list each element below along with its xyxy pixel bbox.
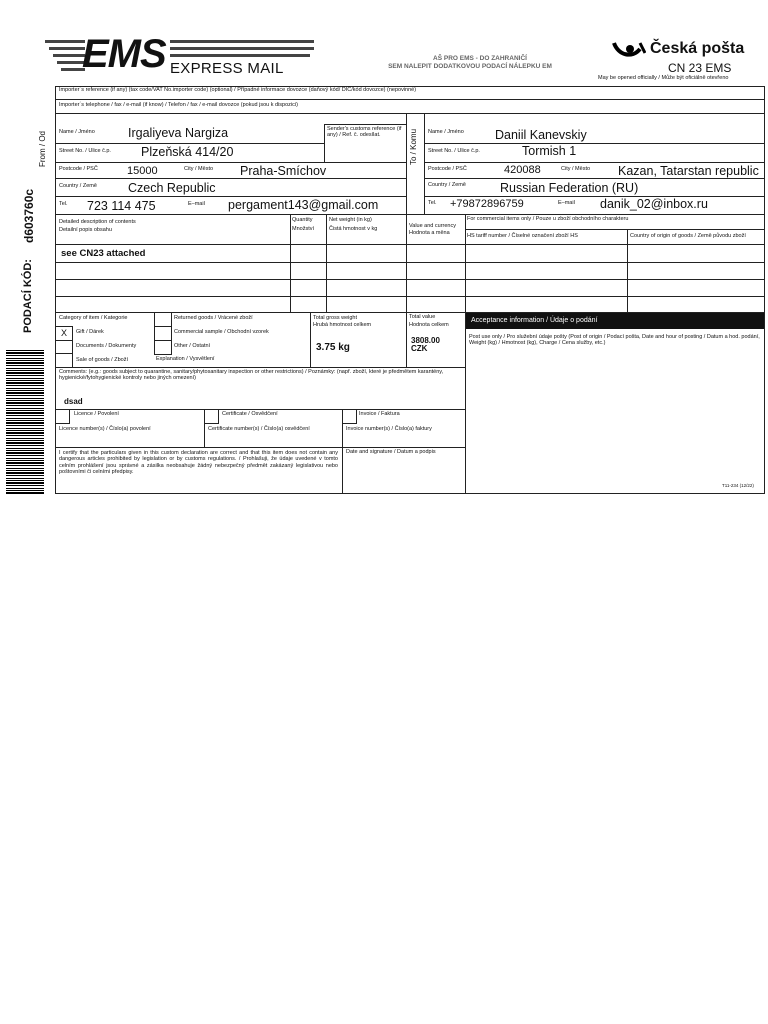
sender-country[interactable]: Czech Republic (128, 181, 216, 195)
sender-tel[interactable]: 723 114 475 (87, 199, 156, 213)
hs-tariff-label: HS tariff number / Číselné označení zboží HS (467, 233, 578, 239)
sender-city-label: City / Město (184, 166, 214, 172)
checkbox-licence[interactable] (55, 409, 70, 424)
importer-phone-label: Importer´s telephone / fax / e-mail (if know) / Telefon / fax / e-mail dovozce (pokud jsou k dispozici) (59, 102, 298, 108)
checkbox-other[interactable] (154, 340, 172, 355)
checkbox-sale[interactable] (55, 353, 73, 368)
barcode (6, 350, 44, 495)
recipient-email[interactable]: danik_02@inbox.ru (600, 197, 708, 211)
invoice-number-label: Invoice number(s) / Číslo(a) faktury (346, 426, 432, 432)
licence-label: Licence / Povolení (74, 411, 119, 417)
express-mail-text: EXPRESS MAIL (170, 60, 284, 77)
checkbox-commercial-sample[interactable] (154, 326, 172, 341)
comments-value[interactable]: dsad (64, 397, 83, 406)
certificate-number-label: Certificate number(s) / Číslo(a) osvědčení (208, 426, 310, 432)
date-signature-label: Date and signature / Datum a podpis (346, 449, 436, 455)
sender-customs-ref-label: Sender's customs reference (if any) / Ref. č. odesílat. (327, 126, 402, 139)
sale-label: Sale of goods / Zboží (76, 357, 128, 363)
brand-name: Česká pošta (650, 40, 745, 57)
sender-email[interactable]: pergament143@gmail.com (228, 198, 379, 212)
sender-postcode-label: Postcode / PSČ (59, 166, 98, 172)
posthorn-icon (612, 41, 646, 61)
checkbox-returned[interactable] (154, 312, 172, 327)
recipient-country[interactable]: Russian Federation (RU) (500, 181, 639, 195)
declaration-text: I certify that the particulars given in this custom declaration are correct and that this item does not contain any dangerous articles prohibited by legislation or by customs regulations. / Prohlašuji, že údaje uvedené v tomto celním prohlášení jsou správné a zásilka neobsahuje žádný nebezpečný předmět zakázaný legislativou nebo poštovními či celními předpisy. (59, 450, 338, 475)
to-label: To / Komu (409, 128, 418, 165)
total-gross-label: Total gross weight Hrubá hmotnost celkem (313, 315, 372, 329)
recipient-postcode-label: Postcode / PSČ (428, 166, 467, 172)
recipient-postcode[interactable]: 420088 (504, 164, 541, 176)
sender-name-label: Name / Jméno (59, 129, 95, 135)
recipient-street[interactable]: Tormish 1 (522, 144, 577, 158)
sender-tel-label: Tel. (59, 201, 68, 207)
licence-number-label: Licence number(s) / Číslo(a) povolení (59, 426, 151, 432)
country-origin-label: Country of origin of goods / Země původu zboží (630, 233, 746, 239)
checkbox-certificate[interactable] (204, 409, 219, 424)
ems-wordmark: EMS (82, 32, 166, 76)
recipient-street-label: Street No. / Ulice č.p. (428, 148, 480, 154)
recipient-name-label: Name / Jméno (428, 129, 464, 135)
gift-label: Gift / Dárek (76, 329, 104, 335)
commercial-sample-label: Commercial sample / Obchodní vzorek (174, 329, 269, 335)
form-number: T11-234 (12/22) (722, 483, 754, 488)
sender-street[interactable]: Plzeňská 414/20 (141, 145, 234, 159)
sender-city[interactable]: Praha-Smíchov (240, 164, 327, 178)
other-label: Other / Ostatní (174, 343, 211, 349)
sender-postcode[interactable]: 15000 (127, 165, 158, 177)
recipient-tel[interactable]: +79872896759 (450, 198, 524, 210)
net-weight-label: Net weight (in kg) Čistá hmotnost v kg (329, 217, 378, 233)
total-value-amount[interactable]: 3808.00 CZK (411, 336, 440, 353)
checkbox-gift[interactable] (55, 326, 73, 341)
invoice-label: Invoice / Faktura (359, 411, 400, 417)
acceptance-title: Acceptance information / Údaje o podání (471, 317, 598, 324)
recipient-tel-label: Tel. (428, 200, 437, 206)
from-label: From / Od (38, 130, 47, 167)
may-be-opened: May be opened officially / Může být oficiálně otevřeno (598, 75, 729, 81)
sender-street-label: Street No. / Ulice č.p. (59, 148, 111, 154)
header-center-line1: AŠ PRO EMS - DO ZAHRANIČÍ (433, 55, 527, 62)
value-currency-label: Value and currency Hodnota a měna (409, 223, 456, 237)
contents-item-1[interactable]: see CN23 attached (61, 248, 146, 259)
documents-label: Documents / Dokumenty (76, 343, 137, 349)
sender-country-label: Country / Země (59, 183, 97, 189)
category-label: Category of item / Kategorie (59, 315, 128, 321)
explanation-label: Explanation / Vysvětlení (156, 356, 215, 362)
podaci-kod-value: d603760c (22, 188, 36, 243)
header-center-line2: SEM NALEPIT DODATKOVOU PODACÍ NÁLEPKU EM (388, 63, 552, 70)
total-value-label: Total value Hodnota celkem (409, 314, 449, 329)
podaci-kod-label: PODACÍ KÓD: (22, 259, 34, 333)
commercial-note: For commercial items only / Pouze u zboží obchodního charakteru (467, 216, 629, 222)
returned-label: Returned goods / Vrácené zboží (174, 315, 253, 321)
recipient-country-label: Country / Země (428, 182, 466, 188)
importer-reference-label: Importer´s reference (if any) (tax code/VAT No.importer code) (optional) / Případné informace dovozce (daňový kód/ DIČ/kód dovozce) (nepovinné) (59, 87, 417, 93)
comments-label: Comments: (e.g.: goods subject to quarantine, sanitary/phytosanitary inspection or other restrictions) / Poznámky: (např. zboží, které je předmětem karantény, hygienické/fytohygienické kontroly nebo jiných omezení) (59, 369, 444, 382)
recipient-city[interactable]: Kazan, Tatarstan republic (618, 164, 759, 178)
sender-email-label: E–mail (188, 201, 205, 207)
checkbox-invoice[interactable] (342, 409, 357, 424)
recipient-email-label: E–mail (558, 200, 575, 206)
form-code: CN 23 EMS (668, 61, 732, 75)
total-gross-value[interactable]: 3.75 kg (316, 342, 350, 353)
recipient-city-label: City / Město (561, 166, 591, 172)
quantity-label: Quantity Množství (292, 217, 315, 233)
certificate-label: Certificate / Osvědčení (222, 411, 278, 417)
acceptance-text: Post use only / Pro služební údaje pošty (Post of origin / Podací pošta, Date and hour of posting / Datum a hod. podání, Weight (kg) / Hmotnost (kg), Charge / Cena služby, etc.) (469, 334, 760, 347)
contents-desc-label: Detailed description of contents Detailní popis obsahu (59, 219, 136, 234)
recipient-name[interactable]: Daniil Kanevskiy (495, 128, 587, 142)
sender-name[interactable]: Irgaliyeva Nargiza (128, 126, 229, 140)
gift-check-mark: X (60, 328, 67, 338)
